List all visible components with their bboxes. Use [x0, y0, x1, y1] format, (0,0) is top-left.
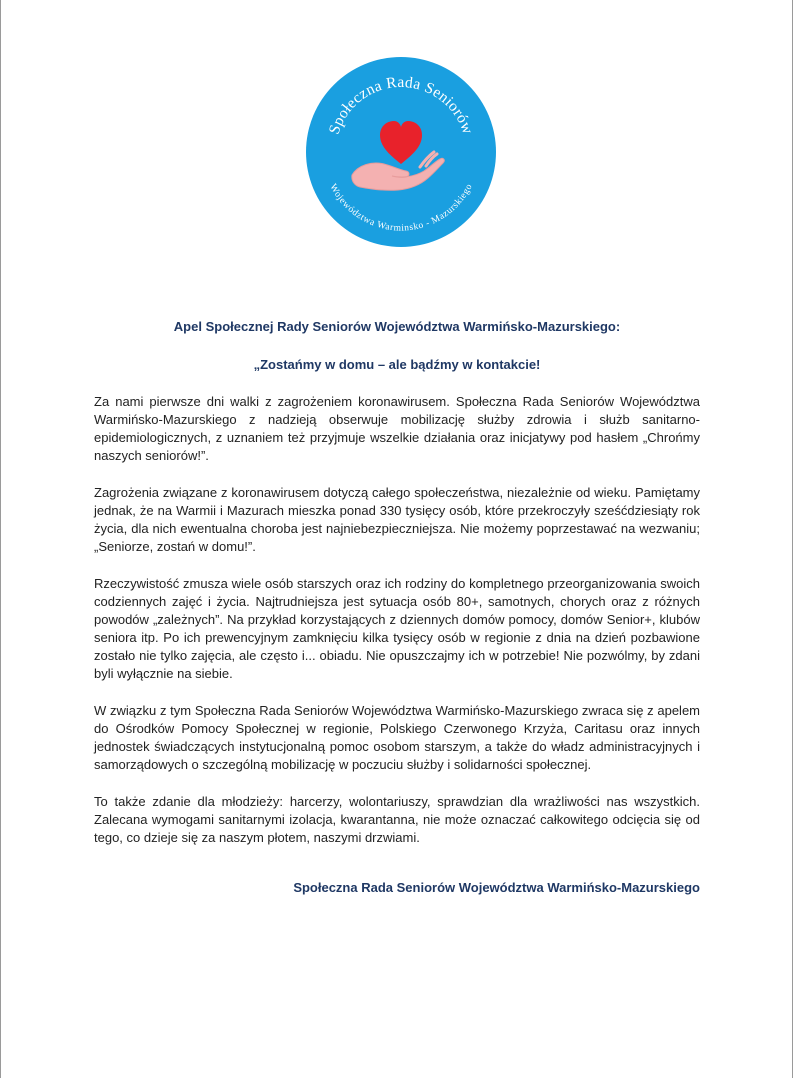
- document-subtitle: „Zostańmy w domu – ale bądźmy w kontakcie!: [253, 357, 541, 372]
- paragraph: To także zdanie dla młodzieży: harcerzy, wolontariuszy, sprawdzian dla wrażliwości nas wszystkich. Zalecana wymogami sanitarnymi izolacja, kwarantanna, nie może oznaczać całkowitego odcięcia się od tego, co dzieje się za naszym płotem, naszymi drzwiami.: [94, 794, 700, 845]
- paragraph: Za nami pierwsze dni walki z zagrożeniem koronawirusem. Społeczna Rada Seniorów Województwa Warmińsko-Mazurskiego z nadzieją obserwuje mobilizację służby zdrowia i służb sanitarno-epidemiologicznych, z uznaniem też przyjmuje wszelkie działania oraz inicjatywy pod hasłem „Chrońmy naszych seniorów!”.: [94, 394, 700, 463]
- signature: Społeczna Rada Seniorów Województwa Warmińsko-Mazurskiego: [293, 880, 700, 895]
- paragraph: Zagrożenia związane z koronawirusem dotyczą całego społeczeństwa, niezależnie od wieku. Pamiętamy jednak, że na Warmii i Mazurach mieszka ponad 330 tysięcy osób, które przekroczyły sześćdziesiąty rok życia, dla nich ewentualna choroba jest najniebezpieczniejsza. Nie możemy poprzestawać na wezwaniu; „Seniorze, zostań w domu!”.: [94, 485, 700, 554]
- paragraph: W związku z tym Społeczna Rada Seniorów Województwa Warmińsko-Mazurskiego zwraca się z apelem do Ośrodków Pomocy Społecznej w regionie, Polskiego Czerwonego Krzyża, Caritasu oraz innych jednostek świadczących instytucjonalną pomoc osobom starszym, a także do władz administracyjnych i samorządowych o szczególną mobilizację w poczuciu służby i solidarności społecznej.: [94, 703, 700, 772]
- logo-graphic: [306, 57, 496, 247]
- paragraph: Rzeczywistość zmusza wiele osób starszych oraz ich rodziny do kompletnego przeorganizowania swoich codziennych zajęć i życia. Najtrudniejsza jest sytuacja osób 80+, samotnych, chorych oraz z różnych powodów „zależnych”. Na przykład korzystających z dziennych domów pomocy, domów Senior+, klubów seniora itp. Po ich prewencyjnym zamknięciu kilka tysięcy osób w regionie z dnia na dzień pozbawione zostało nie tylko zajęcia, ale często i... obiadu. Nie opuszczajmy ich w potrzebie! Nie pozwólmy, by zdani byli wyłącznie na siebie.: [94, 576, 700, 681]
- logo-arc-top-text: Społeczna Rada Seniorów: [325, 73, 477, 137]
- document-title: Apel Społecznej Rady Seniorów Województwa Warmińsko-Mazurskiego:: [173, 319, 621, 334]
- logo-arc-bottom-text: Województwa Warminsko - Mazurskiego: [327, 182, 475, 234]
- organization-logo: [306, 57, 496, 247]
- document-body: [94, 393, 700, 866]
